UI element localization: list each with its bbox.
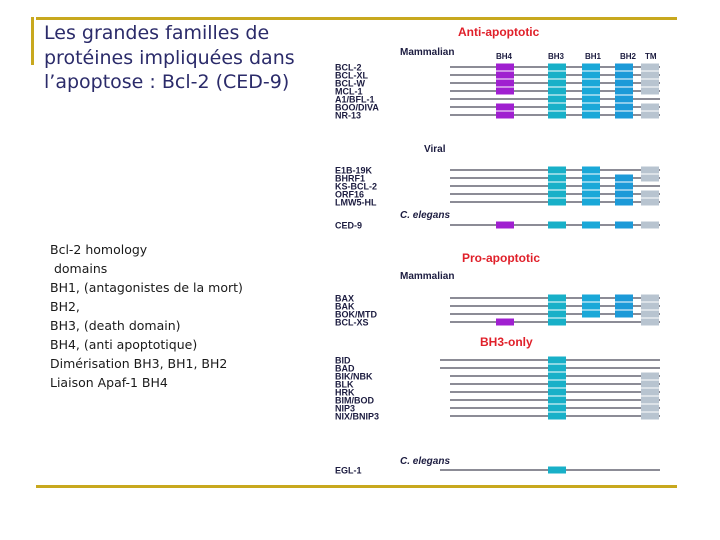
- domain-tm: [641, 88, 659, 95]
- note-line: BH4, (anti apoptotique): [50, 337, 198, 352]
- domain-bh2: [615, 96, 633, 103]
- domain-bh1: [582, 191, 600, 198]
- domain-tm: [641, 64, 659, 71]
- column-tm: TM: [645, 52, 657, 61]
- domain-bh3: [548, 96, 566, 103]
- protein-row: [335, 87, 660, 97]
- domain-bh3: [548, 467, 566, 474]
- column-bh1: BH1: [585, 52, 602, 61]
- protein-label: BCL-XS: [335, 317, 369, 328]
- protein-label: NR-13: [335, 110, 362, 121]
- domain-bh3: [548, 183, 566, 190]
- slide-bottom-rule: [36, 485, 677, 488]
- domain-bh2: [615, 88, 633, 95]
- domain-bh3: [548, 397, 566, 404]
- protein-label: HRK: [335, 387, 355, 398]
- pro-apoptotic-header: Pro-apoptotic: [462, 251, 540, 265]
- note-line: Dimérisation BH3, BH1, BH2: [50, 356, 228, 371]
- domain-tm: [641, 413, 659, 420]
- domain-bh4: [496, 64, 514, 71]
- protein-label: BID: [335, 355, 351, 366]
- protein-row: [335, 95, 660, 105]
- protein-label: NIP3: [335, 403, 356, 414]
- protein-row: [335, 166, 660, 176]
- protein-row: [335, 388, 660, 398]
- bh-domain-notes: [50, 240, 330, 392]
- domain-bh3: [548, 357, 566, 364]
- protein-row: [335, 71, 660, 81]
- domain-bh1: [582, 303, 600, 310]
- domain-bh3: [548, 381, 566, 388]
- note-line: BH3, (death domain): [50, 318, 181, 333]
- protein-label: BCL-2: [335, 62, 362, 73]
- domain-bh4: [496, 104, 514, 111]
- domain-bh3: [548, 64, 566, 71]
- domain-tm: [641, 381, 659, 388]
- domain-bh4: [496, 319, 514, 326]
- protein-row: [335, 182, 660, 192]
- domain-bh1: [582, 167, 600, 174]
- column-bh4: BH4: [496, 52, 513, 61]
- domain-bh3: [548, 365, 566, 372]
- domain-bh2: [615, 80, 633, 87]
- domain-bh1: [582, 183, 600, 190]
- domain-bh1: [582, 96, 600, 103]
- protein-row: [335, 404, 660, 414]
- domain-bh3: [548, 303, 566, 310]
- protein-row: [335, 79, 660, 89]
- domain-bh1: [582, 72, 600, 79]
- domain-bh3: [548, 373, 566, 380]
- domain-tm: [641, 319, 659, 326]
- domain-bh3: [548, 72, 566, 79]
- protein-row: [335, 364, 660, 374]
- domain-bh3: [548, 80, 566, 87]
- protein-label: BAX: [335, 293, 355, 304]
- domain-tm: [641, 175, 659, 182]
- domain-tm: [641, 191, 659, 198]
- protein-label: BCL-XL: [335, 70, 368, 81]
- domain-bh3: [548, 88, 566, 95]
- protein-label: A1/BFL-1: [335, 94, 375, 105]
- elegans-anti-label: C. elegans: [400, 210, 451, 221]
- protein-label: BLK: [335, 379, 354, 390]
- domain-tm: [641, 373, 659, 380]
- domain-bh3: [548, 405, 566, 412]
- protein-row: [335, 380, 660, 390]
- domain-bh3: [548, 175, 566, 182]
- domain-bh3: [548, 319, 566, 326]
- bh3-only-header: BH3-only: [480, 335, 533, 349]
- protein-row: [335, 198, 660, 208]
- protein-label: EGL-1: [335, 465, 362, 476]
- protein-label: BIM/BOD: [335, 395, 374, 406]
- slide-left-rule: [31, 17, 34, 65]
- protein-label: MCL-1: [335, 86, 363, 97]
- domain-tm: [641, 112, 659, 119]
- protein-row: [335, 466, 660, 476]
- domain-bh1: [582, 222, 600, 229]
- domain-bh4: [496, 72, 514, 79]
- protein-row: [335, 356, 660, 366]
- slide-title: Les grandes familles de protéines impliquées dans l’apoptose : Bcl-2 (CED-9): [44, 22, 295, 93]
- protein-label: E1B-19K: [335, 165, 373, 176]
- domain-bh1: [582, 199, 600, 206]
- domain-tm: [641, 295, 659, 302]
- column-bh3: BH3: [548, 52, 565, 61]
- protein-label: BOO/DIVA: [335, 102, 379, 113]
- domain-bh3: [548, 112, 566, 119]
- domain-bh3: [548, 311, 566, 318]
- protein-row: [335, 302, 660, 312]
- mammalian-pro-label: Mammalian: [400, 271, 455, 282]
- domain-tm: [641, 405, 659, 412]
- domain-bh3: [548, 199, 566, 206]
- protein-row: [335, 221, 660, 231]
- column-bh2: BH2: [620, 52, 637, 61]
- protein-label: LMW5-HL: [335, 197, 377, 208]
- protein-label: KS-BCL-2: [335, 181, 377, 192]
- protein-row: [335, 174, 660, 184]
- protein-label: NIX/BNIP3: [335, 411, 380, 422]
- protein-label: BAD: [335, 363, 355, 374]
- protein-row: [335, 396, 660, 406]
- domain-bh3: [548, 413, 566, 420]
- domain-bh4: [496, 88, 514, 95]
- domain-tm: [641, 222, 659, 229]
- domain-bh3: [548, 222, 566, 229]
- domain-bh1: [582, 175, 600, 182]
- domain-bh1: [582, 104, 600, 111]
- note-line: Liaison Apaf-1 BH4: [50, 375, 168, 390]
- domain-bh4: [496, 80, 514, 87]
- domain-bh1: [582, 295, 600, 302]
- domain-tm: [641, 389, 659, 396]
- domain-tm: [641, 199, 659, 206]
- domain-bh1: [582, 80, 600, 87]
- protein-row: [335, 372, 660, 382]
- domain-bh3: [548, 295, 566, 302]
- domain-tm: [641, 80, 659, 87]
- domain-bh4: [496, 112, 514, 119]
- mammalian-anti-label: Mammalian: [400, 47, 455, 58]
- protein-row: [335, 190, 660, 200]
- domain-tm: [641, 303, 659, 310]
- domain-bh2: [615, 175, 633, 182]
- domain-bh2: [615, 72, 633, 79]
- domain-bh2: [615, 183, 633, 190]
- domain-bh3: [548, 191, 566, 198]
- domain-tm: [641, 104, 659, 111]
- domain-tm: [641, 167, 659, 174]
- domain-tm: [641, 311, 659, 318]
- protein-label: BAK: [335, 301, 355, 312]
- domain-bh2: [615, 303, 633, 310]
- protein-label: ORF16: [335, 189, 365, 200]
- domain-bh2: [615, 199, 633, 206]
- domain-bh3: [548, 167, 566, 174]
- anti-apoptotic-header: Anti-apoptotic: [458, 25, 540, 39]
- protein-row: [335, 318, 660, 328]
- domain-bh1: [582, 112, 600, 119]
- domain-bh1: [582, 64, 600, 71]
- protein-row: [335, 111, 660, 121]
- protein-label: BCL-W: [335, 78, 365, 89]
- note-line: domains: [50, 261, 108, 276]
- elegans-pro-label: C. elegans: [400, 456, 451, 467]
- note-line: Bcl-2 homology: [50, 242, 148, 257]
- protein-label: BIK/NBK: [335, 371, 373, 382]
- domain-tm: [641, 397, 659, 404]
- protein-rows: [335, 63, 660, 476]
- protein-row: [335, 294, 660, 304]
- domain-bh3: [548, 389, 566, 396]
- domain-bh2: [615, 311, 633, 318]
- domain-bh2: [615, 64, 633, 71]
- protein-label: CED-9: [335, 220, 363, 231]
- domain-bh4: [496, 222, 514, 229]
- domain-bh2: [615, 191, 633, 198]
- protein-row: [335, 103, 660, 113]
- domain-bh1: [582, 88, 600, 95]
- domain-bh2: [615, 112, 633, 119]
- domain-tm: [641, 72, 659, 79]
- domain-bh2: [615, 104, 633, 111]
- protein-row: [335, 63, 660, 73]
- domain-bh2: [615, 222, 633, 229]
- viral-label: Viral: [424, 144, 446, 155]
- domain-bh1: [582, 311, 600, 318]
- protein-label: BHRF1: [335, 173, 366, 184]
- protein-row: [335, 412, 660, 422]
- note-line: BH2,: [50, 299, 80, 314]
- protein-label: BOK/MTD: [335, 309, 377, 320]
- domain-bh3: [548, 104, 566, 111]
- domain-bh2: [615, 295, 633, 302]
- note-line: BH1, (antagonistes de la mort): [50, 280, 243, 295]
- protein-row: [335, 310, 660, 320]
- bcl2-family-figure: [330, 18, 675, 480]
